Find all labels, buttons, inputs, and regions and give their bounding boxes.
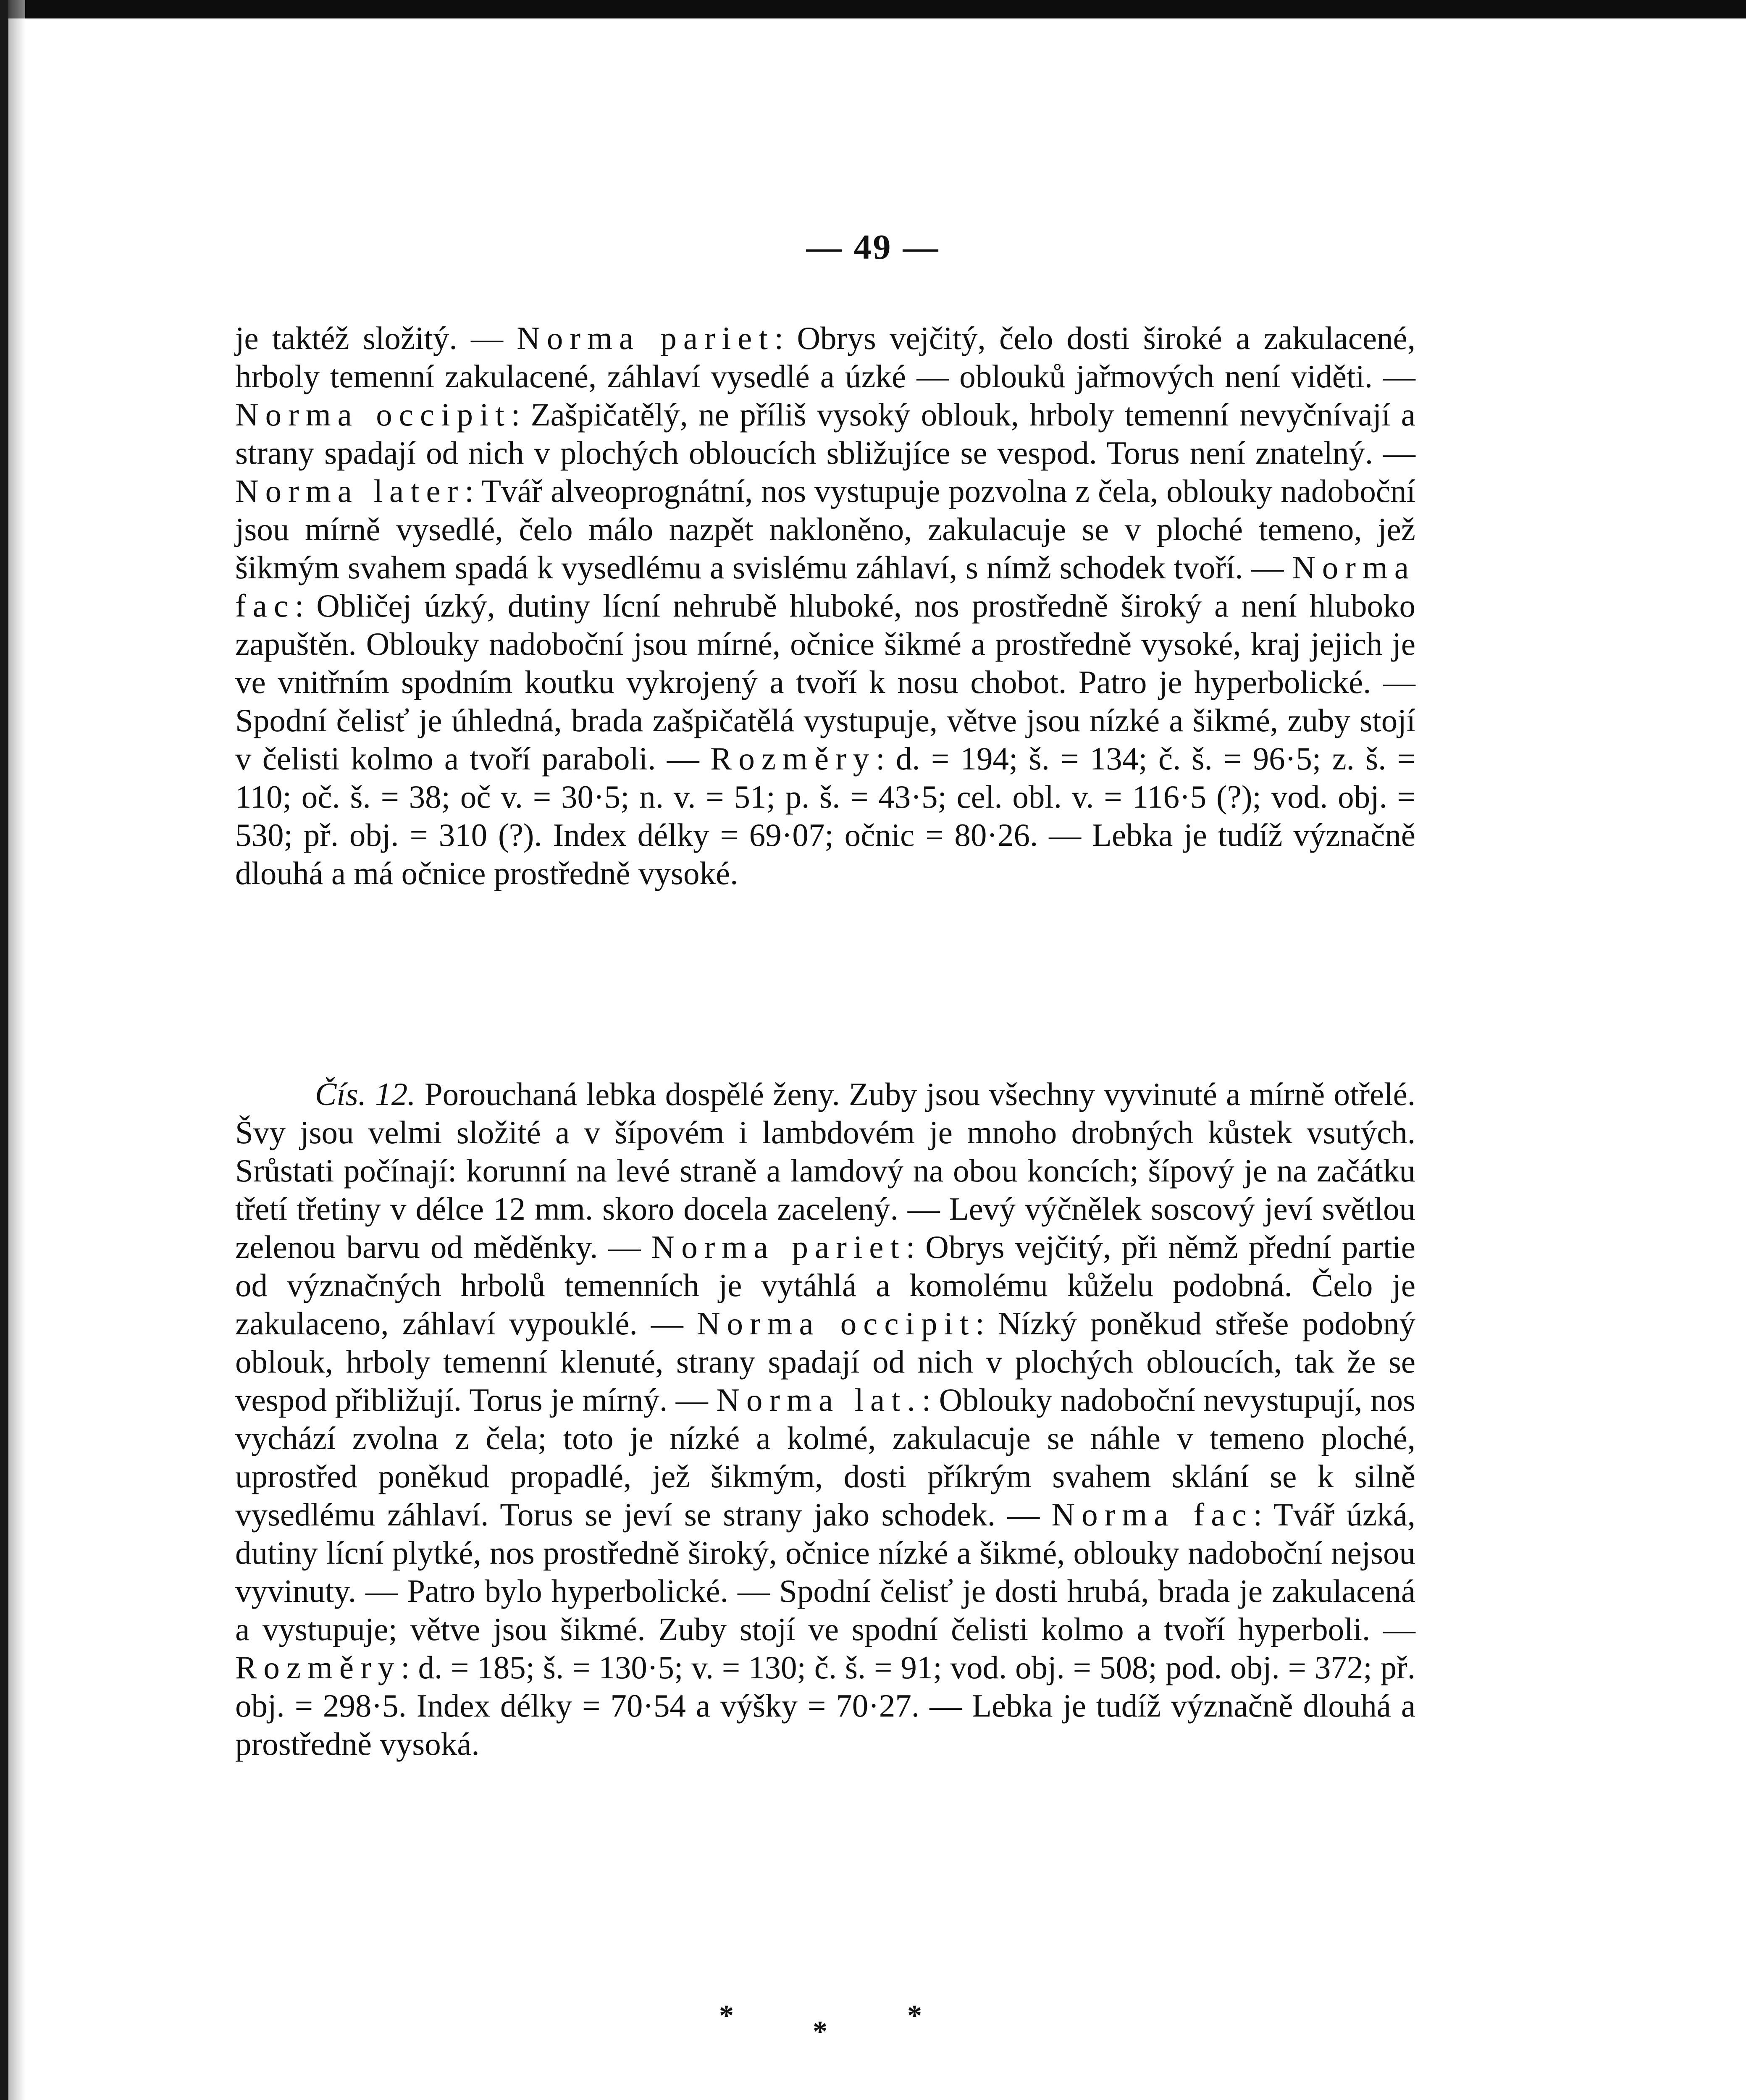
- norma-lat-term: Norma lat.: [716, 1382, 922, 1418]
- norma-fac-term: Norma fac: [1051, 1496, 1253, 1533]
- section-separator: [0, 1999, 1746, 2050]
- norma-occipit-term: Norma occipit: [235, 396, 511, 433]
- scan-left-shadow: [8, 0, 25, 2100]
- norma-fac-term: Norma fac: [235, 549, 1415, 624]
- asterisk-glyph: *: [907, 2000, 922, 2032]
- rozmery-term: Rozměry: [235, 1649, 401, 1685]
- paragraph-skull-continued: je taktéž složitý. — Norma pariet: Obrys vejčitý, čelo dosti široké a zakulacené, hrboly temenní zakulacené, záhlaví vysedlé a úzké — oblouků jařmových není viděti. — Norma occipit: Zašpičatělý, ne příliš vysoký oblouk, hrboly temenní nevyčnívají a strany spadají od nich v plochých obloucích sbližujíce se vespod. Torus není znatelný. — Norma later: Tvář alveoprognátní, nos vystupuje pozvolna z čela, oblouky nadoboční jsou mírně vysedlé, čelo málo nazpět nakloněno, zakulacuje se v ploché temeno, jež šikmým svahem spadá k vysedlému a svislému záhlaví, s nímž schodek tvoří. — Norma fac: Obličej úzký, dutiny lícní nehrubě hluboké, nos prostředně široký a není hluboko zapuštěn. Oblouky nadoboční jsou mírné, očnice šikmé a prostředně vysoké, kraj jejich je ve vnitřním spodním koutku vykrojený a tvoří k nosu chobot. Patro je hyperbolické. — Spodní čelisť je úhledná, brada zašpičatělá vystupuje, větve jsou nízké a šikmé, zuby stojí v čelisti kolmo a tvoří paraboli. — Rozměry: d. = 194; š. = 134; č. š. = 96·5; z. š. = 110; oč. š. = 38; oč v. = 30·5; n. v. = 51; p. š. = 43·5; cel. obl. v. = 116·5 (?); vod. obj. = 530; př. obj. = 310 (?). Index délky = 69·07; očnic = 80·26. — Lebka je tudíž význačně dlouhá a má očnice prostředně vysoké.: [235, 320, 1415, 891]
- norma-later-term: Norma later: [235, 473, 465, 509]
- norma-pariet-term: Norma pariet: [651, 1229, 906, 1265]
- asterisk-glyph: *: [719, 2000, 734, 2032]
- entry-heading: Čís. 12.: [315, 1076, 416, 1112]
- norma-pariet-term: Norma pariet: [517, 320, 775, 356]
- paragraph-skull-12: Čís. 12. Porouchaná lebka dospělé ženy. Zuby jsou všechny vyvinuté a mírně otřelé. Švy jsou velmi složité a v šípovém i lambdovém je mnoho drobných kůstek vsutých. Srůstati počínají: korunní na levé straně a lamdový na obou koncích; šípový je na začátku třetí třetiny v délce 12 mm. skoro docela zacelený. — Levý výčnělek soscový jeví světlou zelenou barvu od měděnky. — Norma pariet: Obrys vejčitý, při němž přední partie od význačných hrbolů temenních je vytáhlá a komolému kůželu podobná. Čelo je zakulaceno, záhlaví vypouklé. — Norma occipit: Nízký poněkud střeše podobný oblouk, hrboly temenní klenuté, strany spadají od nich v plochých obloucích, tak že se vespod přibližují. Torus je mírný. — Norma lat.: Oblouky nadoboční nevystupují, nos vychází zvolna z čela; toto je nízké a kolmé, zakulacuje se náhle v temeno ploché, uprostřed poněkud propadlé, jež šikmým, dosti příkrým svahem sklání se k silně vysedlému záhlaví. Torus se jeví se strany jako schodek. — Norma fac: Tvář úzká, dutiny lícní plytké, nos prostředně široký, očnice nízké a šikmé, oblouky nadoboční nejsou vyvinuty. — Patro bylo hyperbolické. — Spodní čelisť je dosti hrubá, brada je zakulacená a vystupuje; větve jsou šikmé. Zuby stojí ve spodní čelisti kolmo a tvoří hyperboli. — Rozměry: d. = 185; š. = 130·5; v. = 130; č. š. = 91; vod. obj. = 508; pod. obj. = 372; př. obj. = 298·5. Index délky = 70·54 a výšky = 70·27. — Lebka je tudíž význačně dlouhá a prostředně vysoká.: [235, 1076, 1415, 1762]
- norma-occipit-term: Norma occipit: [696, 1305, 976, 1341]
- scan-left-border: [0, 0, 8, 2100]
- rozmery-term: Rozměry: [710, 740, 876, 777]
- page-number: — 49 —: [806, 228, 940, 267]
- scan-top-border: [0, 0, 1746, 18]
- asterisk-glyph: *: [813, 2016, 827, 2048]
